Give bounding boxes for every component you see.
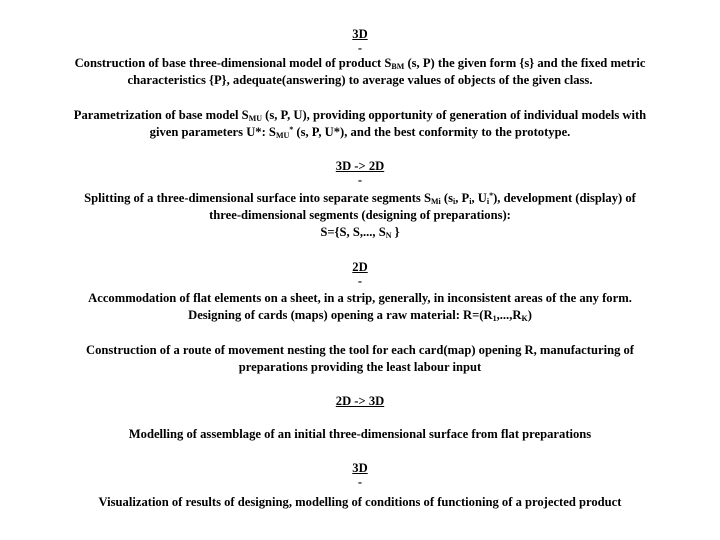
stage3-heading: 2D -: [20, 259, 700, 286]
stage2-item1: Splitting of a three-dimensional surface into separate segments $S_{Mi}$ ($s_i$, $P_i$, $U_i^*$), development (display) of three-dimensional segments (designing of preparations): S={S, S,..., $S_N$ }: [84, 191, 636, 240]
stage5-marker: -: [357, 475, 363, 489]
stage1-item2: Parametrization of base model $S_{MU}$ (s, P, U), providing opportunity of generation of individual models with given parameters U*: $S_{MU}^*$ (s, P, U*), and the best conformity to the prototype.: [73, 108, 647, 140]
stage5-heading: 3D -: [20, 460, 700, 487]
stage3-item1: Accommodation of flat elements on a sheet, in a strip, generally, in inconsistent areas of the any form. Designing of cards (maps) opening a raw material: $R=(R_1,...,R_K)$: [88, 291, 632, 323]
stage5-item1: Visualization of results of designing, modelling of conditions of functioning of a projected product: [98, 495, 622, 509]
stage2-heading: 3D -> 2D -: [20, 158, 700, 185]
stage1-item1: Construction of base three-dimensional model of product $S_{BM}$ (s, P) the given form {s} and the fixed metric characteristics {P}, adequate(answering) to average values of objects of the given class.: [74, 56, 646, 87]
stage3-marker: -: [357, 274, 363, 288]
stage3-item2: Construction of a route of movement nesting the tool for each card(map) opening R, manufacturing of preparations providing the least labour input: [85, 343, 635, 374]
stage4-heading: 2D -> 3D: [335, 394, 385, 408]
document-title: [0, 0, 1, 1]
stage2-marker: -: [357, 173, 363, 187]
stage1-marker: -: [357, 41, 363, 55]
stage1-heading: 3D -: [20, 26, 700, 53]
stage4-item1: Modelling of assemblage of an initial three-dimensional surface from flat preparations: [128, 427, 592, 441]
